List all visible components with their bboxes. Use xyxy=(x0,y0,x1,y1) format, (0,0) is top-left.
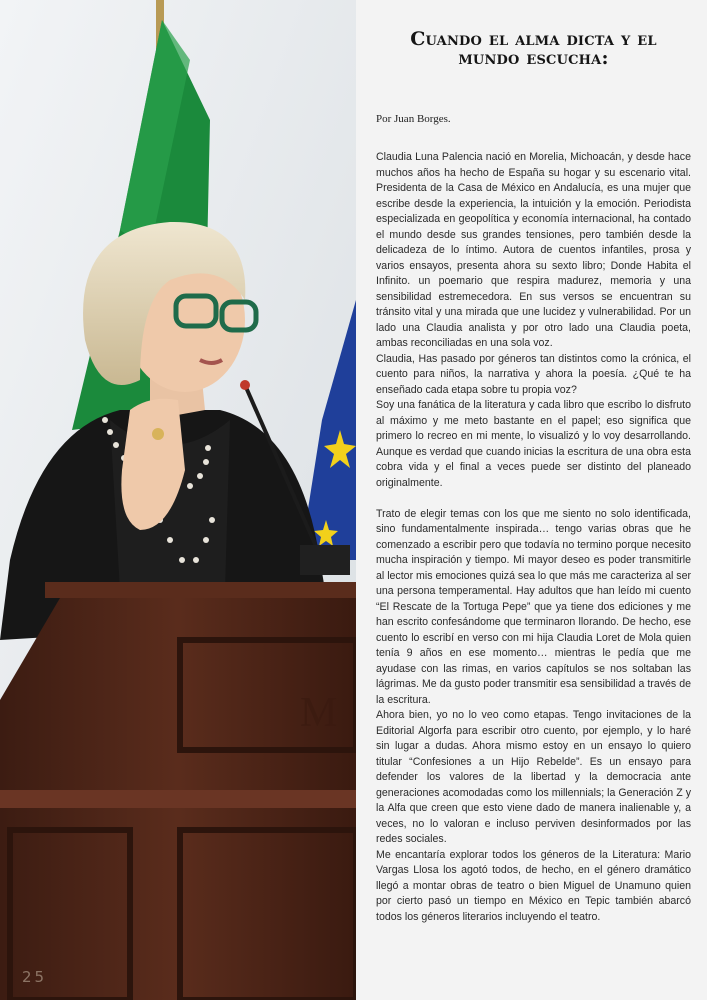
title-line: mundo escucha: xyxy=(458,47,609,69)
svg-text:M: M xyxy=(300,690,338,736)
title-line: Cuando el alma dicta y el xyxy=(410,28,657,50)
article-body xyxy=(376,150,691,925)
page-number: 25 xyxy=(22,968,48,986)
paragraph: Ahora bien, yo no lo veo como etapas. Tengo invitaciones de la Editorial Algorfa para escribir otro cuento, por ejemplo, y lo haré sin lugar a dudas. Ahora mismo estoy en un ensayo lo quiero titular “Confesiones a un Hijo Rebelde”. Es un ensayo para defender los valores de la libertad y la democracia ante generaciones acomodadas como los millennials; la Generación Z y la Alfa que creen que esto viene dado de manera inalienable y, a veces, no lo valoran e incluso perviven desinformados por las redes sociales. xyxy=(376,709,691,845)
podium xyxy=(0,582,356,1000)
paragraph: Claudia Luna Palencia nació en Morelia, Michoacán, y desde hace muchos años ha hecho de España su hogar y su escenario vital. Presidenta de la Casa de México en Andalucía, es una mujer que escribe desde la experiencia, la intuición y la emoción. Periodista especializada en geopolítica y economía internacional, ha contado el mundo desde sus grandes tensiones, pero también desde la delicadeza de lo íntimo. Autora de cuentos infantiles, prosa y varios ensayos, presenta ahora su sexto libro; Donde Habita el Infinito. un poemario que respira madurez, memoria y una sensibilidad estremecedora. En sus versos se encuentran su tránsito vital y una mirada que une lucidez y vulnerabilidad. Por un lado una Claudia analista y por otro lado una Claudia poeta, ambas reconciliadas en una sola voz. xyxy=(376,151,691,349)
article-title xyxy=(376,30,691,68)
paragraph-question: Claudia, Has pasado por géneros tan distintos como la crónica, el cuento para niños, la narrativa y ahora la poesía. ¿Qué te ha enseñado cada etapa sobre tu propia voz? xyxy=(376,352,691,396)
paragraph: Trato de elegir temas con los que me siento no solo identificada, sino fundamentalmente inspirada… tengo varias obras que he comenzado a escribir pero que todavía no termino porque necesito mucha inspiración y tiempo. Mi mayor deseo es poder transmitirle al lector mis emociones quizá sea lo que más me caracteriza al ser una persona temperamental. Hay adultos que han leído mi cuento “El Rescate de la Tortuga Pepe” que ya tiene dos ediciones y me han escrito confesándome que terminaron llorando. De hecho, ese cuento lo escribí en verso con mi hija Claudia Loret de Mola quien tenía 9 años en ese momento… mientras le pedía que me ayudase con las rimas, en varios capítulos se nos soltaban las lágrimas. Me da gusto poder transmitir esa sensibilidad a través de la escritura. xyxy=(376,507,692,706)
article xyxy=(376,0,691,1000)
paragraph: Soy una fanática de la literatura y cada libro que escribo lo disfruto al máximo y me meto bastante en el papel; eso significa que primero lo recreo en mi mente, lo visualizó y lo voy desarrollando. Aunque es verdad que cuando inicias la escritura de una obra esta cobra vida y el final a veces puede ser distinto del planeado originalmente. xyxy=(376,399,691,489)
paragraph: Me encantaría explorar todos los géneros de la Literatura: Mario Vargas Llosa los agotó todos, de hecho, en el género dramático llegó a montar obras de teatro o bien Miguel de Unamuno quien por cierto pasó un tiempo en México en Tepic también abarcó todos los géneros literarios incluyendo el teatro. xyxy=(376,848,691,923)
byline: Por Juan Borges. xyxy=(376,113,451,125)
